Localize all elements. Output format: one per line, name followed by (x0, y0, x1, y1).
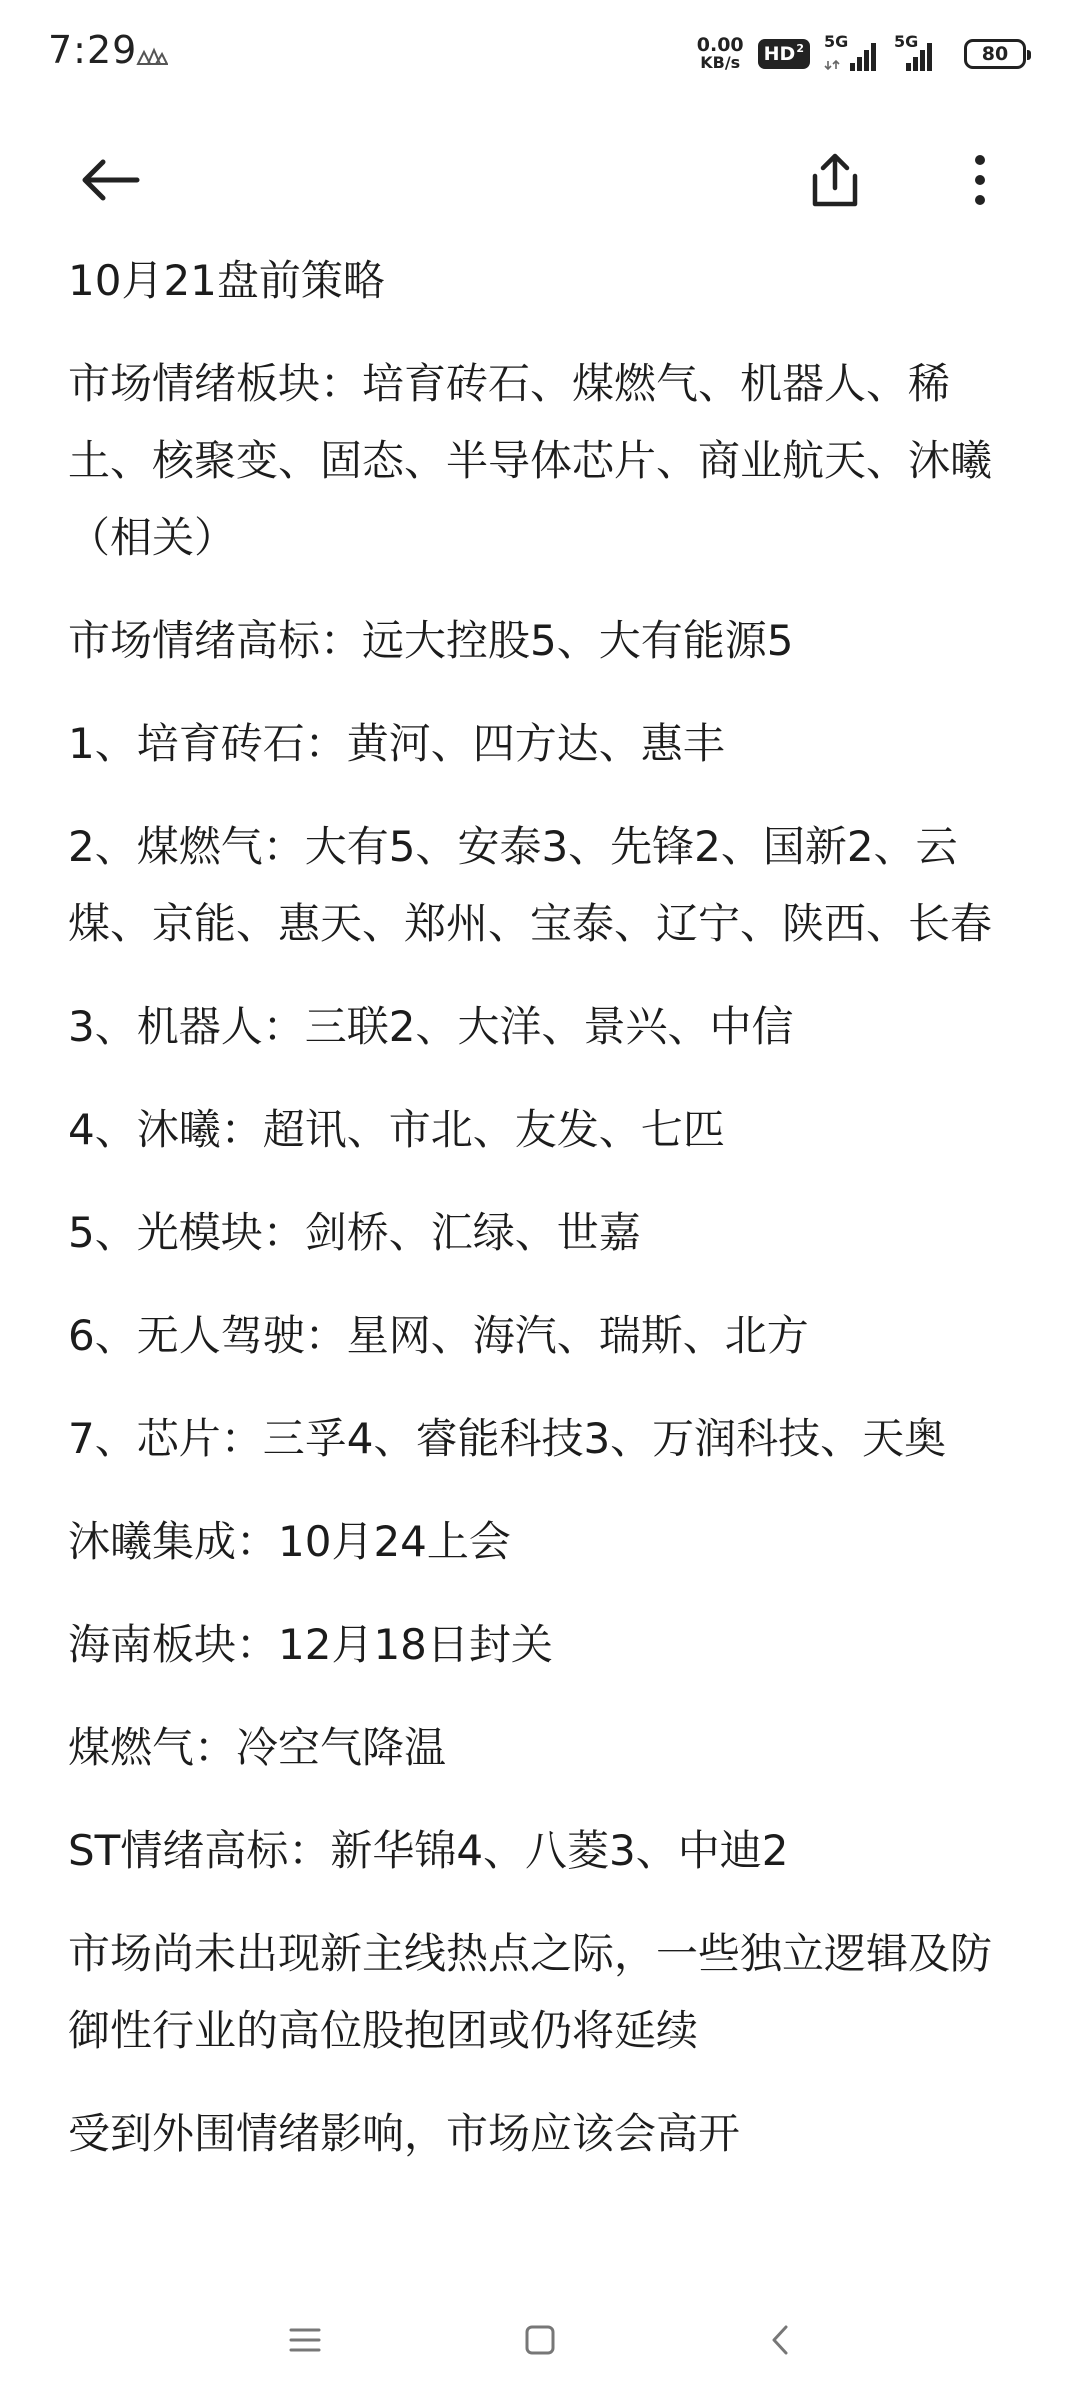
navigation-bar (0, 2280, 1080, 2400)
sim2-label: 5G (894, 32, 919, 51)
note-paragraph: 7、芯片：三孚4、睿能科技3、万润科技、天奥 (68, 1414, 947, 1463)
notification-icon (136, 44, 168, 68)
network-speed-unit: KB/s (700, 53, 741, 72)
hd-icon (758, 39, 810, 69)
status-icons (697, 32, 1026, 76)
note-paragraph: 煤燃气：冷空气降温 (68, 1723, 447, 1772)
sim1-label: 5G (824, 32, 849, 51)
battery-level: 80 (981, 43, 1009, 65)
note-title: 10月21盘前策略 (68, 256, 385, 305)
share-icon (807, 150, 863, 210)
note-paragraph: 市场尚未出现新主线热点之际，一些独立逻辑及防御性行业的高位股抱团或仍将延续 (68, 1929, 993, 2055)
back-button[interactable] (66, 130, 156, 230)
home-square-icon (523, 2323, 557, 2357)
system-back-button[interactable] (740, 2300, 820, 2380)
signal-icon (894, 32, 950, 73)
signal-icon (824, 32, 880, 73)
recent-apps-button[interactable] (265, 2300, 345, 2380)
note-paragraph: 6、无人驾驶：星网、海汽、瑞斯、北方 (68, 1311, 809, 1360)
note-paragraph: 市场情绪板块：培育砖石、煤燃气、机器人、稀土、核聚变、固态、半导体芯片、商业航天、沐曦（相关） (68, 359, 993, 562)
back-arrow-icon (79, 156, 143, 204)
note-paragraph: 受到外围情绪影响，市场应该会高开 (68, 2109, 741, 2158)
battery-icon (964, 39, 1026, 69)
note-paragraph: 2、煤燃气：大有5、安泰3、先锋2、国新2、云煤、京能、惠天、郑州、宝泰、辽宁、陕西、长春 (68, 822, 993, 948)
app-bar (0, 130, 1080, 230)
note-paragraph: 5、光模块：剑桥、汇绿、世嘉 (68, 1208, 641, 1257)
note-paragraph: 市场情绪高标：远大控股5、大有能源5 (68, 616, 794, 665)
more-vertical-icon (970, 152, 990, 208)
note-paragraph: 海南板块：12月18日封关 (68, 1620, 553, 1669)
hd-sub: 2 (796, 42, 804, 55)
note-content[interactable] (68, 242, 1008, 2198)
hd-label: HD (763, 43, 796, 65)
home-button[interactable] (500, 2300, 580, 2380)
back-chevron-icon (768, 2323, 792, 2357)
status-time: 7:29 (48, 28, 138, 72)
note-paragraph: 3、机器人：三联2、大洋、景兴、中信 (68, 1002, 794, 1051)
share-button[interactable] (790, 130, 880, 230)
note-paragraph: 沐曦集成：10月24上会 (68, 1517, 511, 1566)
network-speed-value: 0.00 (696, 34, 744, 56)
network-speed (697, 36, 744, 72)
more-options-button[interactable] (935, 130, 1025, 230)
note-paragraph: 1、培育砖石：黄河、四方达、惠丰 (68, 719, 725, 768)
note-paragraph: ST情绪高标：新华锦4、八菱3、中迪2 (68, 1826, 789, 1875)
note-paragraph: 4、沐曦：超讯、市北、友发、七匹 (68, 1105, 725, 1154)
status-bar (0, 0, 1080, 110)
menu-icon (288, 2326, 322, 2354)
